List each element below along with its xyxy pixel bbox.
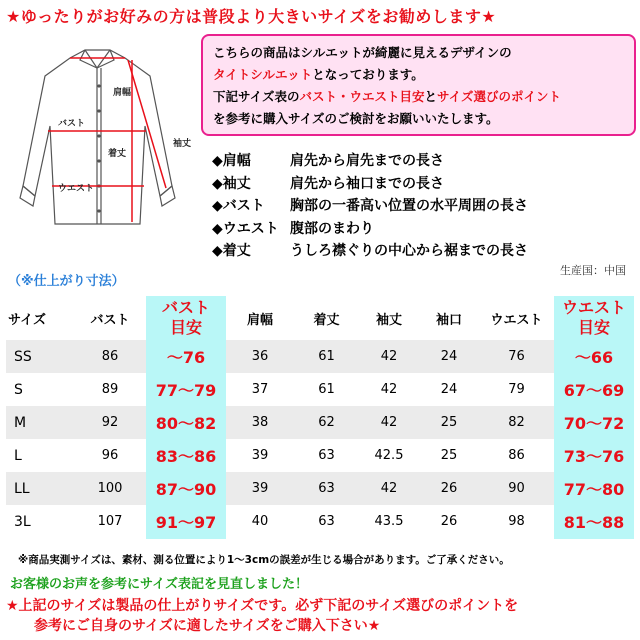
cell-cuff: 25 [419, 406, 479, 439]
definition-desc: 腹部のまわり [290, 220, 374, 237]
cell-sleeve: 42.5 [374, 448, 404, 463]
cell-length: 61 [294, 340, 359, 373]
table-row [6, 439, 634, 472]
cell-bust: 89 [101, 382, 119, 397]
definition-row [212, 195, 528, 218]
cell-bust-guide: 87～90 [155, 480, 217, 499]
cell-waist: 76 [479, 340, 554, 373]
definition-desc: 肩先から肩先までの長さ [290, 153, 444, 169]
cell-waist: 98 [508, 514, 525, 529]
cell-bust: 86 [74, 340, 146, 373]
definition-row [212, 240, 528, 263]
definition-term: ◆肩幅 [212, 153, 251, 169]
cell-waist-guide: 81～88 [563, 513, 625, 532]
header-sleeve: 袖丈 [375, 312, 402, 328]
notice-line-4: を参考に購入サイズのご検討をお願いいたします。 [213, 111, 499, 126]
header-size: サイズ [8, 312, 46, 328]
header-bust-guide-2: 目安 [169, 318, 202, 337]
cell-size: S [14, 381, 23, 398]
footer-notice [6, 596, 518, 636]
cell-waist: 86 [508, 448, 525, 463]
banner-headline: ★ゆったりがお好みの方は普段より大きいサイズをお勧めします★ [6, 7, 497, 26]
definitions-list [212, 150, 528, 263]
cell-size: LL [6, 472, 74, 505]
cell-sleeve: 42 [359, 406, 419, 439]
cell-waist: 90 [479, 472, 554, 505]
cell-size: M [6, 406, 74, 439]
table-row [6, 406, 634, 439]
cell-waist: 79 [508, 382, 525, 397]
cell-bust-guide: 83～86 [155, 447, 217, 466]
definition-term: ◆着丈 [212, 243, 251, 259]
table-row [6, 373, 634, 406]
cell-size: L [14, 447, 22, 464]
size-point-text: サイズ選びのポイント [437, 89, 562, 104]
definition-term: ◆ウエスト [212, 220, 279, 237]
notice-line-3-mid: と [424, 89, 438, 104]
diagram-label-length: 着丈 [108, 149, 127, 159]
cell-length: 63 [318, 514, 335, 529]
cell-sleeve: 42 [380, 382, 398, 397]
header-bust: バスト [90, 312, 130, 328]
bust-waist-guide-text: バスト・ウエスト目安 [299, 89, 425, 104]
header-waist-guide [554, 296, 634, 340]
cell-shoulder: 40 [251, 514, 269, 529]
header-cuff: 袖口 [435, 312, 462, 328]
table-row [6, 472, 634, 505]
cell-cuff: 26 [440, 514, 458, 529]
origin-country: 生産国：中国 [560, 264, 626, 277]
table-header-row [6, 296, 634, 340]
definition-term: ◆袖丈 [212, 175, 251, 192]
cell-waist: 82 [479, 406, 554, 439]
cell-bust-guide: ～76 [166, 348, 206, 367]
cell-bust-guide: 91～97 [155, 513, 217, 532]
tight-silhouette-text: タイトシルエット [213, 67, 313, 82]
shirt-illustration [0, 36, 200, 236]
cell-bust-guide: 80～82 [155, 414, 217, 433]
footer-line-1: ★上記のサイズは製品の仕上がりサイズです。必ず下記のサイズ選びのポイントを [6, 598, 519, 614]
size-table [6, 296, 634, 538]
cell-cuff: 24 [440, 382, 458, 397]
table-row [6, 505, 634, 538]
cell-waist-guide: ～66 [574, 348, 614, 367]
cell-sleeve: 42 [359, 472, 419, 505]
cell-length: 62 [294, 406, 359, 439]
header-bust-guide [146, 296, 226, 340]
table-row [6, 340, 634, 373]
definition-row [212, 173, 528, 196]
header-shoulder: 肩幅 [246, 312, 273, 328]
cell-shoulder: 39 [226, 472, 294, 505]
cell-waist-guide: 73～76 [563, 447, 625, 466]
revised-size-note: お客様のお声を参考にサイズ表記を見直しました！ [10, 577, 308, 592]
cell-waist-guide: 67～69 [563, 381, 625, 400]
finished-size-note: （※仕上がり寸法） [8, 274, 125, 289]
cell-waist-guide: 70～72 [563, 414, 625, 433]
cell-length: 63 [318, 448, 335, 463]
cell-bust: 100 [74, 472, 146, 505]
notice-box [201, 34, 636, 136]
notice-line-3 [213, 86, 624, 108]
definition-desc: うしろ襟ぐりの中心から裾までの長さ [290, 243, 528, 259]
header-waist: ウエスト [490, 312, 543, 328]
cell-shoulder: 37 [251, 382, 269, 397]
diagram-label-waist: ウエスト [58, 184, 95, 194]
notice-line-3-pre: 下記サイズ表の [213, 89, 300, 104]
header-length: 着丈 [313, 312, 340, 328]
cell-length: 61 [318, 382, 335, 397]
cell-bust: 96 [101, 448, 119, 463]
definition-term: ◆バスト [212, 198, 265, 214]
diagram-label-sleeve: 袖丈 [173, 139, 192, 149]
cell-bust: 107 [97, 514, 123, 529]
header-waist-guide-1: ウエスト [561, 298, 626, 317]
definition-desc: 肩先から袖口までの長さ [290, 175, 444, 192]
cell-size: SS [6, 340, 74, 373]
cell-shoulder: 39 [251, 448, 269, 463]
cell-shoulder: 36 [226, 340, 294, 373]
cell-waist-guide: 77～80 [563, 480, 625, 499]
diagram-label-bust: バスト [58, 119, 86, 129]
cell-bust: 92 [74, 406, 146, 439]
cell-shoulder: 38 [226, 406, 294, 439]
definition-desc: 胸部の一番高い位置の水平周囲の長さ [290, 198, 528, 214]
definition-row [212, 150, 528, 173]
cell-cuff: 24 [419, 340, 479, 373]
definition-row [212, 218, 528, 241]
cell-bust-guide: 77～79 [155, 381, 217, 400]
cell-sleeve: 43.5 [374, 514, 404, 529]
diagram-label-shoulder: 肩幅 [113, 88, 132, 98]
cell-size: 3L [14, 513, 31, 530]
cell-sleeve: 42 [359, 340, 419, 373]
header-waist-guide-2: 目安 [577, 318, 610, 337]
header-bust-guide-1: バスト [161, 298, 210, 317]
cell-cuff: 26 [419, 472, 479, 505]
notice-line-1: こちらの商品はシルエットが綺麗に見えるデザインの [213, 45, 512, 60]
shirt-diagram [0, 36, 200, 236]
footer-line-2: 参考にご自身のサイズに適したサイズをご購入下さい★ [34, 618, 381, 634]
cell-cuff: 25 [440, 448, 458, 463]
measurement-disclaimer: ※商品実測サイズは、素材、測る位置により1～3cmの誤差が生じる場合があります。ご了承ください。 [18, 554, 510, 566]
notice-line-2-rest: となっております。 [312, 67, 424, 82]
notice-line-2 [213, 64, 624, 86]
cell-length: 63 [294, 472, 359, 505]
